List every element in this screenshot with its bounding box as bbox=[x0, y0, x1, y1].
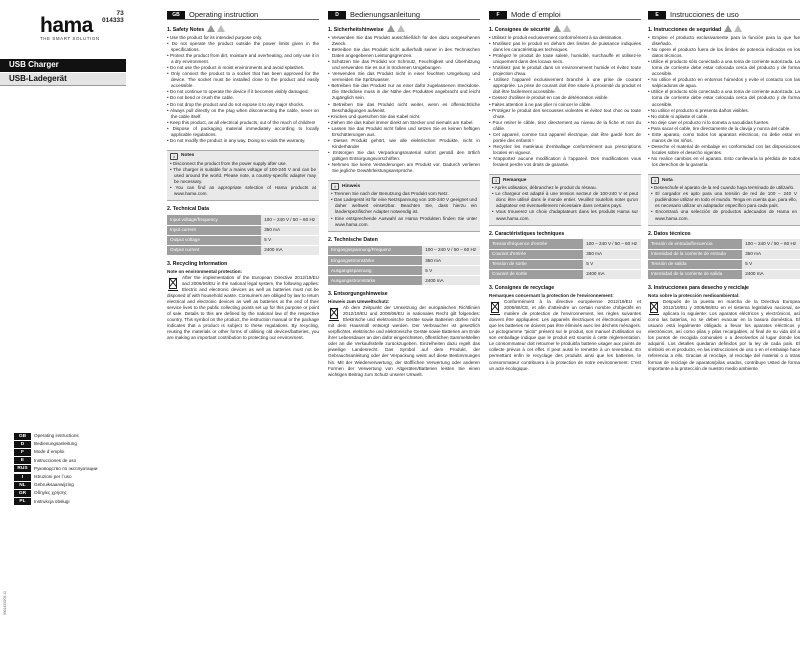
warning-icon bbox=[724, 25, 732, 32]
safety-item: • Utilisez l'appareil exclusivement branché à une prise de courant appropriée. La prise de courant doit être située à proximité du produit et doit être facilement accessible. bbox=[489, 77, 641, 95]
safety-item: • No doble ni aplaste el cable. bbox=[648, 114, 800, 120]
brand-slogan: THE SMART SOLUTION bbox=[40, 36, 100, 41]
recycling-subheading: Remarques concernant la protection de l'environnement: bbox=[489, 292, 614, 298]
language-code: F bbox=[14, 449, 31, 456]
tech-label: Courant d'entrée bbox=[489, 249, 583, 259]
note-icon: i bbox=[170, 153, 178, 160]
safety-item: • Do not operate the product outside the power limits given in the specifications. bbox=[167, 41, 319, 53]
article-number bbox=[102, 10, 124, 25]
tech-label: Courant de sortie bbox=[489, 269, 583, 279]
warning-icon bbox=[397, 25, 405, 32]
language-badge: D bbox=[328, 11, 346, 19]
note-item: • Encontrará una selección de productos adecuados de Hama en www.hama.com. bbox=[651, 209, 797, 221]
recycling-heading: 3. Entsorgungshinweise bbox=[328, 291, 388, 298]
tech-row bbox=[489, 269, 641, 279]
recycling-subheading: Nota sobre la protección medioambiental: bbox=[648, 292, 740, 298]
recycling-text bbox=[328, 305, 480, 378]
notes-box bbox=[328, 180, 480, 231]
recycling-text-body: Ab dem Zeitpunkt der Umsetzung der europäischen Richtlinien 2012/19/EU und 2006/66/EU in nationales Recht gilt folgendes: Elektrische und elektronische Geräte sowie Batterien dürfen nicht mit dem Hausmüll entsorgt werden. Der Verbraucher ist gesetzlich verpflichtet, elektrische und elektronische Geräte sowie Batterien am Ende ihrer Lebensdauer an den dafür eingerichteten, öffentlichen Sammelstellen oder an die Verkaufsstelle zurückzugeben. Einzelheiten dazu regelt das jeweilige Landesrecht. Das Symbol auf dem Produkt, der Gebrauchsanleitung oder der Verpackung weist auf diese Bestimmungen hin. Mit der Wiederverwertung, der stofflichen Verwertung oder anderen Formen der Verwertung von Altgeräten/Batterien leisten Sie einen wichtigen Beitrag zum Schutz unserer Umwelt. bbox=[328, 304, 480, 377]
tech-row bbox=[167, 245, 319, 255]
safety-item: • Betreiben Sie das Produkt nicht außerhalb seiner in den Technischen Daten angegebenen Leistungsgrenzen. bbox=[328, 47, 480, 59]
language-name: Instrucciones de uso bbox=[34, 457, 77, 463]
recycling-heading: 3. Consignes de recyclage bbox=[489, 284, 555, 291]
recycling-subheading: Hinweis zum Umweltschutz: bbox=[328, 298, 390, 304]
safety-item: • Para sacar el cable, tire directamente de la clavija y nunca del cable. bbox=[648, 126, 800, 132]
language-name: Mode d´emploi bbox=[34, 449, 65, 455]
tech-value: 350 mA bbox=[583, 249, 641, 259]
safety-item: • Always pull directly on the plug when disconnecting the cable, never on the cable itself. bbox=[167, 108, 319, 120]
language-code: NL bbox=[14, 482, 31, 489]
note-item: • Le chargeur est adapté à une tension secteur de 100-240 V et peut donc être utilisé dans le monde entier. Veuillez toutefois noter qu'un adaptateur est éventuellement nécessaire dans certains pays. bbox=[492, 191, 638, 209]
notes-box bbox=[489, 174, 641, 225]
note-icon: i bbox=[492, 177, 500, 184]
notes-title: Remarque bbox=[503, 177, 527, 183]
safety-item: • Keep this product, as all electrical products, out of the reach of children! bbox=[167, 120, 319, 126]
safety-item: • Betreiben Sie das Produkt nicht weiter, wenn es offensichtliche Beschädigungen aufweist. bbox=[328, 102, 480, 114]
language-badge: GB bbox=[167, 11, 185, 19]
safety-item: • Knicken und quetschen Sie das Kabel nicht. bbox=[328, 114, 480, 120]
safety-item: • No deje caer el producto ni lo someta a sacudidas fuertes. bbox=[648, 120, 800, 126]
notes-box bbox=[167, 150, 319, 201]
language-row bbox=[14, 489, 97, 497]
safety-item: • Use the product for its intended purpose only. bbox=[167, 35, 319, 41]
note-item: • The charger is suitable for a mains voltage of 100-240 V and can be used around the world. Please note, a country-specific adapter may be necessary. bbox=[170, 167, 316, 185]
hama-logo: hama bbox=[40, 14, 93, 37]
notes-header bbox=[492, 177, 638, 184]
column-header bbox=[167, 10, 319, 20]
column-english bbox=[167, 10, 319, 341]
note-icon: i bbox=[331, 183, 339, 190]
tech-value: 2400 mA bbox=[583, 269, 641, 279]
language-row bbox=[14, 448, 97, 456]
language-list bbox=[14, 432, 97, 506]
language-row bbox=[14, 440, 97, 448]
note-item: • Eine entsprechende Auswahl an Hama Produkten finden Sie unter www.hama.com. bbox=[331, 216, 477, 228]
safety-item: • Cessez d'utiliser le produit en cas de détérioration visible. bbox=[489, 95, 641, 101]
technical-data-heading: 2. Datos técnicos bbox=[648, 230, 691, 237]
recycling-heading: 3. Instrucciones para desecho y reciclaje bbox=[648, 284, 749, 291]
technical-data-heading: 2. Technische Daten bbox=[328, 236, 378, 243]
safety-item: • Do not continue to operate the device if it becomes visibly damaged. bbox=[167, 89, 319, 95]
article-number-line2: 014333 bbox=[102, 17, 124, 25]
safety-item: • Verwenden Sie das Produkt nicht in einer feuchten Umgebung und vermeiden Sie Spritzwasser. bbox=[328, 71, 480, 83]
tech-row bbox=[489, 259, 641, 269]
language-name: Gebruiksaanwijzing bbox=[34, 482, 74, 488]
safety-item: • Betreiben Sie das Produkt nur an einer dafür zugelassenen Steckdose. Die Steckdose muss in der Nähe des Produktes angebracht und leicht zugänglich sein. bbox=[328, 83, 480, 101]
note-icon: i bbox=[651, 177, 659, 184]
safety-item: • Nehmen Sie keine Veränderungen am Produkt vor. Dadurch verlieren Sie jegliche Gewährleistungsansprüche. bbox=[328, 162, 480, 174]
language-name: Istruzioni per l´uso bbox=[34, 474, 72, 479]
column-german bbox=[328, 10, 480, 378]
safety-item: • Este aparato, como todos los aparatos eléctricos, no debe estar en manos de los niños. bbox=[648, 132, 800, 144]
tech-row bbox=[648, 239, 800, 249]
note-item: • Das Ladegerät ist für eine Netzspannung von 100-240 V geeignet und daher weltweit einsetzbar. Beachten Sie, dass hierzu ein länderspezifischer Adapter notwendig ist. bbox=[331, 197, 477, 215]
article-number-line1: 73 bbox=[116, 10, 124, 17]
technical-data-table bbox=[648, 239, 800, 280]
tech-label: Tension de sortie bbox=[489, 259, 583, 269]
tech-row bbox=[489, 249, 641, 259]
safety-heading-text: 1. Sicherheitshinweise bbox=[328, 27, 384, 33]
recycling-heading: 3. Recycling Information bbox=[167, 260, 228, 267]
language-badge: E bbox=[648, 11, 666, 19]
safety-item: • No opere el producto fuera de los límites de potencia indicados en los datos técnicos. bbox=[648, 47, 800, 59]
notes-list bbox=[651, 185, 797, 221]
language-code: E bbox=[14, 457, 31, 464]
notes-header bbox=[170, 153, 316, 160]
technical-data-heading: 2. Technical Data bbox=[167, 206, 209, 213]
tech-label: Tensión de entrada/frecuencia bbox=[648, 239, 742, 249]
language-badge: F bbox=[489, 11, 507, 19]
tech-value: 350 mA bbox=[422, 256, 480, 266]
safety-list bbox=[489, 35, 641, 168]
tech-row bbox=[328, 246, 480, 256]
language-name: Οδηγίες χρήσης bbox=[34, 490, 67, 496]
safety-item: • Pour retirer le câble, tirez directement au niveau de la fiche et non du câble. bbox=[489, 120, 641, 132]
language-name: Operating instructions bbox=[34, 433, 79, 439]
note-item: • Disconnect the product from the power supply after use. bbox=[170, 161, 316, 167]
warning-icon bbox=[207, 25, 215, 32]
notes-title: Notes bbox=[181, 153, 195, 159]
safety-item: • Only connect the product to a socket that has been approved for the device. The socket must be installed close to the product and easily accessible. bbox=[167, 71, 319, 89]
language-code: I bbox=[14, 474, 31, 481]
tech-row bbox=[489, 239, 641, 249]
tech-value: 100 – 240 V / 50 – 60 Hz bbox=[422, 246, 480, 256]
safety-item: • Protect the product from dirt, moisture and overheating, and only use it in a dry environment. bbox=[167, 53, 319, 65]
safety-heading-text: 1. Instrucciones de seguridad bbox=[648, 27, 722, 33]
language-row bbox=[14, 432, 97, 440]
safety-list bbox=[167, 35, 319, 144]
warning-icon bbox=[387, 25, 395, 32]
language-row bbox=[14, 481, 97, 489]
tech-label: Intensidad de la corriente de salida bbox=[648, 269, 742, 279]
note-item: • Après utilisation, débranchez le produit du réseau. bbox=[492, 185, 638, 191]
note-item: • El cargador es apto para una tensión de red de 100 – 240 V pudiéndose utilizar en todo el mundo. Tenga en cuenta que, para ello, es necesario utilizar un adaptador específico para cada país. bbox=[651, 191, 797, 209]
technical-data-table bbox=[167, 215, 319, 256]
tech-row bbox=[167, 225, 319, 235]
safety-heading-text: 1. Safety Notes bbox=[167, 27, 205, 33]
recycling-text bbox=[648, 299, 800, 372]
crossed-bin-icon bbox=[648, 300, 660, 315]
tech-value: 5 V bbox=[261, 235, 319, 245]
safety-item: • Dispose of packaging material immediately according to locally applicable regulations. bbox=[167, 126, 319, 138]
language-name: Instrukcja obsługi bbox=[34, 498, 70, 504]
technical-data-table bbox=[489, 239, 641, 280]
tech-label: Input voltage/frequency bbox=[167, 215, 261, 225]
note-item: • Vous trouverez un choix d'adaptateurs dans les produits Hama sur www.hama.com. bbox=[492, 209, 638, 221]
notes-list bbox=[170, 161, 316, 197]
safety-item: • Utilice el producto sólo conectado a una toma de corriente autorizada. La toma de corriente debe estar colocada cerca del producto y de forma accesible. bbox=[648, 59, 800, 77]
safety-item: • No utilice el producto si presenta daños visibles. bbox=[648, 108, 800, 114]
tech-label: Output current bbox=[167, 245, 261, 255]
safety-list bbox=[648, 35, 800, 168]
column-title: Operating instruction bbox=[189, 9, 259, 19]
safety-item: • Protégez le produit de toute saleté, humidité, surchauffe et utilisez-le uniquement dans des locaux secs. bbox=[489, 53, 641, 65]
language-row bbox=[14, 498, 97, 506]
safety-item: • Entsorgen Sie das Verpackungsmaterial sofort gemäß den örtlich gültigen Entsorgungsvorschriften. bbox=[328, 150, 480, 162]
safety-item: • Emplee el producto exclusivamente para la función para la que fue diseñado. bbox=[648, 35, 800, 47]
notes-header bbox=[651, 177, 797, 184]
product-title-de: USB-Ladegerät bbox=[0, 73, 126, 86]
tech-value: 5 V bbox=[742, 259, 800, 269]
product-title-en: USB Charger bbox=[0, 59, 126, 72]
tech-label: Eingangsstromstärke bbox=[328, 256, 422, 266]
tech-value: 2400 mA bbox=[261, 245, 319, 255]
warning-icon bbox=[553, 25, 561, 32]
safety-heading bbox=[328, 25, 480, 34]
safety-item: • Do not modify the product in any way. Doing so voids the warranty. bbox=[167, 138, 319, 144]
notes-title: Hinweis bbox=[342, 183, 361, 189]
note-item: • You can find an appropriate selection of Hama products at www.hama.com. bbox=[170, 185, 316, 197]
tech-value: 5 V bbox=[583, 259, 641, 269]
tech-label: Input current bbox=[167, 225, 261, 235]
safety-item: • N'utilisez pas le produit en dehors des limites de puissance indiquées dans les caractéristiques techniques. bbox=[489, 41, 641, 53]
safety-item: • Faites attention à ne pas plier ni coincer le câble. bbox=[489, 102, 641, 108]
column-title: Instrucciones de uso bbox=[670, 9, 739, 19]
safety-item: • Do not bend or crush the cable. bbox=[167, 95, 319, 101]
safety-item: • Utilisez le produit exclusivement conformément à sa destination. bbox=[489, 35, 641, 41]
tech-value: 100 – 240 V / 50 – 60 Hz bbox=[742, 239, 800, 249]
tech-value: 2400 mA bbox=[422, 276, 480, 286]
tech-label: Tensión de salida bbox=[648, 259, 742, 269]
notes-title: Nota bbox=[662, 177, 673, 183]
tech-row bbox=[167, 215, 319, 225]
recycling-text bbox=[489, 299, 641, 372]
safety-item: • Do not use the product in moist environments and avoid splashes. bbox=[167, 65, 319, 71]
safety-heading-text: 1. Consignes de sécurité bbox=[489, 27, 551, 33]
column-header bbox=[489, 10, 641, 20]
crossed-bin-icon bbox=[167, 276, 179, 291]
notes-list bbox=[492, 185, 638, 221]
language-code: D bbox=[14, 441, 31, 448]
safety-item: • Do not drop the product and do not expose it to any major shocks. bbox=[167, 102, 319, 108]
column-title: Mode d´emploi bbox=[511, 9, 561, 19]
tech-value: 350 mA bbox=[261, 225, 319, 235]
recycling-text bbox=[167, 275, 319, 342]
safety-list bbox=[328, 35, 480, 174]
safety-item: • N'apportez aucune modification à l'appareil. Des modifications vous feraient perdre vos droits de garantie. bbox=[489, 156, 641, 168]
language-code: GB bbox=[14, 433, 31, 440]
safety-item: • Protégez le produit des secousses violentes et évitez tout choc ou toute chute. bbox=[489, 108, 641, 120]
safety-item: • Deseche el material de embalaje en conformidad con las disposiciones locales sobre el desecho vigentes. bbox=[648, 144, 800, 156]
safety-heading bbox=[648, 25, 800, 34]
notes-list bbox=[331, 191, 477, 227]
safety-item: • Schützen Sie das Produkt vor Schmutz, Feuchtigkeit und Überhitzung und verwenden Sie es nur in trockenen Umgebungen. bbox=[328, 59, 480, 71]
tech-value: 100 – 240 V / 50 – 60 Hz bbox=[583, 239, 641, 249]
tech-value: 5 V bbox=[422, 266, 480, 276]
tech-row bbox=[167, 235, 319, 245]
technical-data-heading: 2. Caractéristiques techniques bbox=[489, 230, 565, 237]
tech-row bbox=[648, 269, 800, 279]
note-item: • Trennen Sie nach der Benutzung das Produkt vom Netz. bbox=[331, 191, 477, 197]
column-french bbox=[489, 10, 641, 372]
tech-label: Ausgangsstromstärke bbox=[328, 276, 422, 286]
safety-item: • Utilice el producto sólo conectado a una toma de corriente autorizada. La toma de corriente debe estar colocada cerca del producto y de forma accesible. bbox=[648, 89, 800, 107]
technical-data-table bbox=[328, 246, 480, 287]
column-title: Bedienungsanleitung bbox=[350, 9, 421, 19]
tech-label: Eingangsspannung/Frequenz bbox=[328, 246, 422, 256]
language-name: Руководство по эксплуатации bbox=[34, 465, 98, 471]
notes-header bbox=[331, 183, 477, 190]
safety-item: • Ziehen Sie das Kabel immer direkt am Stecker und niemals am Kabel. bbox=[328, 120, 480, 126]
safety-item: • Recyclez les matériaux d'emballage conformément aux prescriptions locales en vigueur. bbox=[489, 144, 641, 156]
document-code: 00014333/03.13 bbox=[3, 591, 7, 615]
tech-row bbox=[328, 266, 480, 276]
safety-item: • Verwenden Sie das Produkt ausschließlich für den dazu vorgesehenen Zweck. bbox=[328, 35, 480, 47]
tech-value: 2400 mA bbox=[742, 269, 800, 279]
tech-label: Tension/fréquence d'entrée bbox=[489, 239, 583, 249]
language-row bbox=[14, 465, 97, 473]
language-name: Bedienungsanleitung bbox=[34, 441, 77, 447]
language-row bbox=[14, 457, 97, 465]
warning-icon bbox=[734, 25, 742, 32]
safety-item: • Dieses Produkt gehört, wie alle elektrischen Produkte, nicht in Kinderhände! bbox=[328, 138, 480, 150]
crossed-bin-icon bbox=[489, 300, 501, 315]
note-item: • Desenchufe el aparato de la red cuando haya terminado de utilizarlo. bbox=[651, 185, 797, 191]
language-code: GR bbox=[14, 490, 31, 497]
language-code: PL bbox=[14, 498, 31, 505]
notes-box bbox=[648, 174, 800, 225]
safety-item: • No utilice el producto en entornos húmedos y evite el contacto con las salpicaduras de agua. bbox=[648, 77, 800, 89]
recycling-subheading: Note on environmental protection: bbox=[167, 268, 243, 274]
safety-item: • No realice cambios en el aparato. Esto conllevaría la pérdida de todos los derechos de la garantía. bbox=[648, 156, 800, 168]
column-spanish bbox=[648, 10, 800, 372]
recycling-text-body: Conformément à la directive européenne 2012/19/EU et 2006/66/CE, et afin d'atteindre un certain nombre d'objectifs en matière de protection de l'environnement, les règles suivantes doivent être appliquées: Les appareils électriques et électroniques ainsi que les batteries ne doivent pas être éliminés avec les déchets ménagers. Le pictogramme "picto" présent sur le produit, son manuel d'utilisation ou son emballage indique que le produit est soumis à cette réglementation. Le consommateur doit retourner le produit/la batterie usager aux points de collecte prévus à cet effet. Il peut aussi le remettre à un revendeur. En permettant enfin le recyclage des produits ainsi que les batteries, le consommateur contribuera à la protection de notre environnement. C'est un acte écologique. bbox=[489, 298, 641, 371]
language-code: RUS bbox=[14, 465, 31, 472]
tech-row bbox=[648, 259, 800, 269]
column-header bbox=[648, 10, 800, 20]
tech-label: Output voltage bbox=[167, 235, 261, 245]
tech-value: 100 – 240 V / 50 – 60 Hz bbox=[261, 215, 319, 225]
safety-heading bbox=[167, 25, 319, 34]
crossed-bin-icon bbox=[328, 306, 340, 321]
recycling-text-body: Después de la puesta en marcha de la Directiva Europea 2012/19/EU y 2006/66/EU en el sistema legislativo nacional, se aplicara lo siguiente: Los aparatos eléctricos y electrónicos, así como las baterías, no se deben evacuar en la basura doméstica. El usuario está legalmente obligado a llevar los aparatos eléctricos y electrónicos, así como pilas y pilas recargables, al final de su vida útil a los puntos de recogida comunales o a devolverlos al lugar donde los adquirió. Los detalles quedaran definidos por la ley de cada país. El símbolo en el producto, en las instrucciones de uso o en el embalaje hace referencia a ello. Gracias al reciclaje, al reciclaje del material o a otras formas de reciclaje de aparatos/pilas usados, contribuye Usted de forma importante a la protección de nuestro medio ambiente. bbox=[648, 298, 800, 371]
tech-row bbox=[328, 256, 480, 266]
tech-label: Intensidad de la corriente de entrada bbox=[648, 249, 742, 259]
tech-label: Ausgangsspannung bbox=[328, 266, 422, 276]
safety-item: • N'utilisez pas le produit dans un environnement humide et évitez toute projection d'eau. bbox=[489, 65, 641, 77]
safety-item: • Cet appareil, comme tout appareil électrique, doit être gardé hors de portée des enfants ! bbox=[489, 132, 641, 144]
column-header bbox=[328, 10, 480, 20]
tech-row bbox=[648, 249, 800, 259]
warning-icon bbox=[563, 25, 571, 32]
warning-icon bbox=[217, 25, 225, 32]
language-row bbox=[14, 473, 97, 481]
tech-value: 350 mA bbox=[742, 249, 800, 259]
safety-item: • Lassen Sie das Produkt nicht fallen und setzen Sie es keinen heftigen Erschütterungen aus. bbox=[328, 126, 480, 138]
safety-heading bbox=[489, 25, 641, 34]
recycling-text-body: After the implementation of the European Directive 2012/19/EU and 2006/66/EU in the national legal system, the following applies: Electric and electronic devices as well as batteries must not be disposed of with household waste. Consumers are obliged by law to return electrical and electronic devices as well as batteries at the end of their service lives to the public collecting points set up for this purpose or point of sale. Details to this are defined by the national law of the respective country. This symbol on the product, the instruction manual or the package indicates that a product is subject to these regulations. By recycling, reusing the materials or other forms of utilising old devices/batteries, you are making an important contribution to protecting our environment. bbox=[167, 274, 319, 341]
tech-row bbox=[328, 276, 480, 286]
